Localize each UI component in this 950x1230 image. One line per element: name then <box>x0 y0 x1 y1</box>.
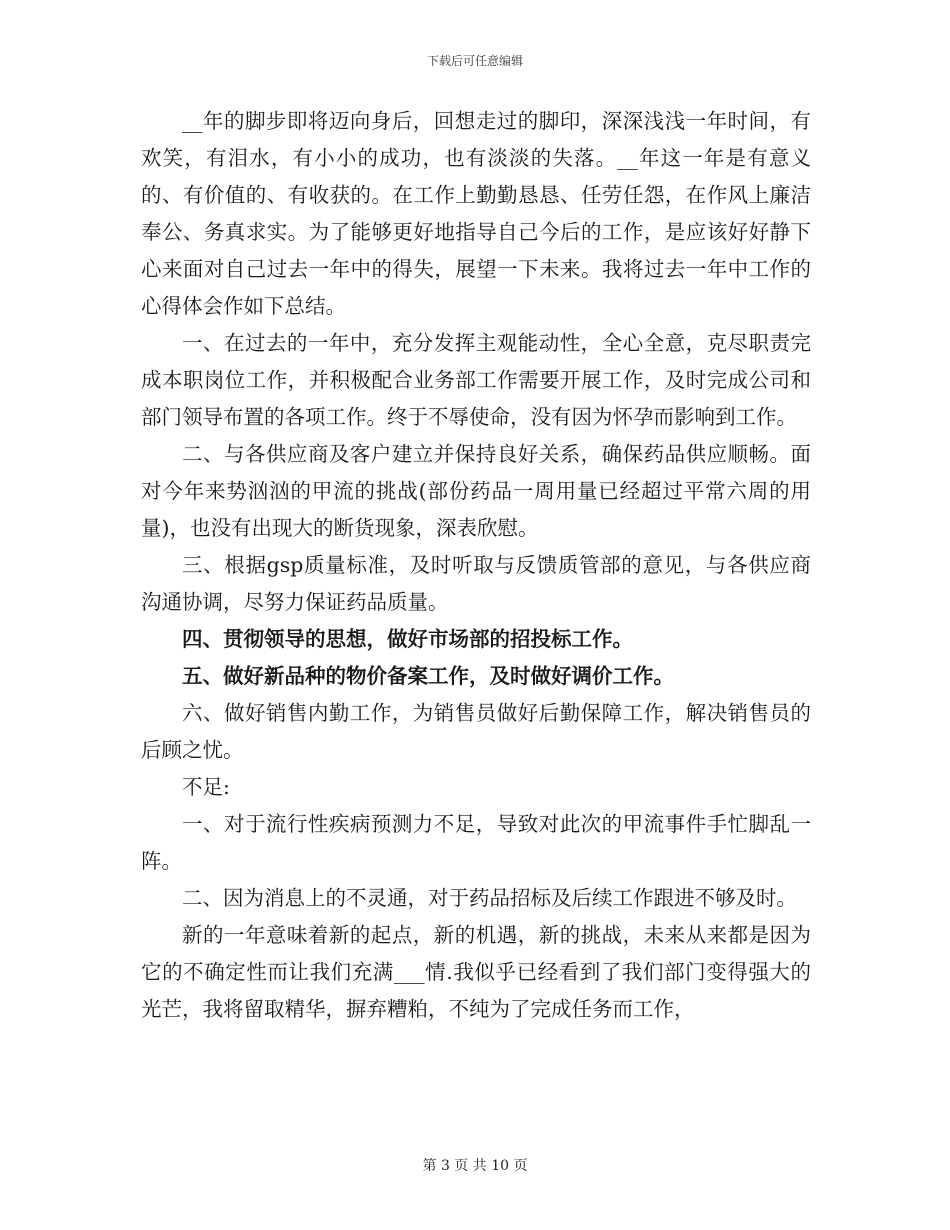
paragraph-item-2: 二、与各供应商及客户建立并保持良好关系，确保药品供应顺畅。面对今年来势汹汹的甲流的挑战(部份药品一周用量已经超过平常六周的用量)，也没有出现大的断货现象，深表欣慰。 <box>141 442 811 540</box>
paragraph-intro: __年的脚步即将迈向身后，回想走过的脚印，深深浅浅一年时间，有欢笑，有泪水，有小小的成功，也有淡淡的失落。__年这一年是有意义的、有价值的、有收获的。在工作上勤勤恳恳、任劳任怨，在作风上廉洁奉公、务真求实。为了能够更好地指导自己今后的工作，是应该好好静下心来面对自己过去一年中的得失，展望一下未来。我将过去一年中工作的心得体会作如下总结。 <box>141 109 811 318</box>
paragraph-item-6: 六、做好销售内勤工作，为销售员做好后勤保障工作，解决销售员的后顾之忧。 <box>141 701 811 762</box>
page-number: 第 3 页 共 10 页 <box>422 1158 528 1174</box>
document-body <box>141 103 811 1028</box>
paragraph-outlook: 新的一年意味着新的起点，新的机遇，新的挑战，未来从来都是因为它的不确定性而让我们充满___情.我似乎已经看到了我们部门变得强大的光芒，我将留取精华，摒弃糟粕，不纯为了完成任务而工作， <box>141 923 811 1021</box>
paragraph-item-1: 一、在过去的一年中，充分发挥主观能动性，全心全意，克尽职责完成本职岗位工作，并积极配合业务部工作需要开展工作，及时完成公司和部门领导布置的各项工作。终于不辱使命，没有因为怀孕而影响到工作。 <box>141 331 811 429</box>
paragraph-shortcoming-1: 一、对于流行性疾病预测力不足，导致对此次的甲流事件手忙脚乱一阵。 <box>141 812 811 873</box>
paragraph-shortcomings-heading: 不足: <box>182 775 230 799</box>
paragraph-item-5: 五、做好新品种的物价备案工作，及时做好调价工作。 <box>182 664 674 688</box>
header-note: 下载后可任意编辑 <box>426 54 523 68</box>
paragraph-item-4: 四、贯彻领导的思想，做好市场部的招投标工作。 <box>182 627 633 651</box>
paragraph-shortcoming-2: 二、因为消息上的不灵通，对于药品招标及后续工作跟进不够及时。 <box>182 886 797 910</box>
paragraph-item-3: 三、根据gsp质量标准，及时听取与反馈质管部的意见，与各供应商沟通协调，尽努力保证药品质量。 <box>141 553 811 614</box>
